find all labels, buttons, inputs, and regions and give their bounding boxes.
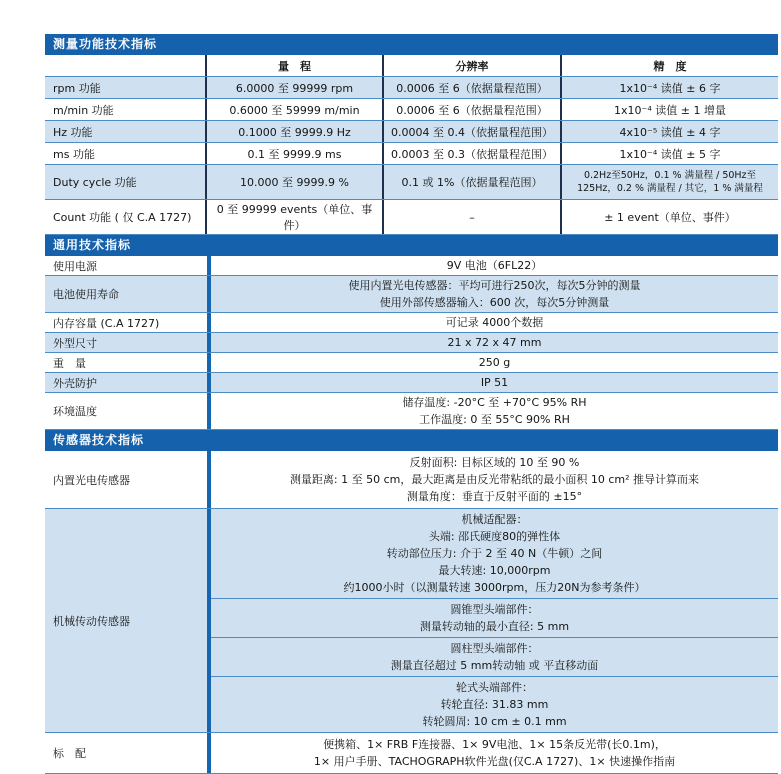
column-header-blank	[45, 55, 205, 76]
column-header-resolution: 分辨率	[382, 55, 560, 76]
spec-line: 测量距离: 1 至 50 cm，最大距离是由反光带粘纸的最小面积 10 cm² 推导计算而来	[289, 473, 700, 486]
row-value	[207, 313, 778, 332]
spec-line: 圆锥型头端部件：	[450, 603, 539, 616]
resolution-value: 0.0003 至 0.3（依据量程范围）	[382, 143, 560, 164]
section-title-general: 通用技术指标	[45, 235, 778, 256]
spec-line: 250 g	[478, 356, 511, 369]
cylinder-tip-group	[211, 637, 778, 676]
spec-line: 测量直径超过 5 mm转动轴 或 平直移动面	[390, 659, 599, 672]
spec-line: 转轮直径: 31.83 mm	[440, 698, 549, 711]
table-row-hz	[45, 121, 778, 143]
section-sensor	[45, 430, 778, 774]
spec-line: 最大转速: 10,000rpm	[438, 564, 551, 577]
table-row-mechanical-sensor	[45, 509, 778, 733]
measurement-table	[45, 55, 778, 235]
spec-line: 反射面积: 目标区域的 10 至 90 %	[409, 456, 580, 469]
row-label: 重 量	[53, 356, 86, 370]
table-row-power	[45, 256, 778, 276]
table-row-battery-life	[45, 276, 778, 313]
column-header-range: 量 程	[205, 55, 382, 76]
resolution-value: 0.0006 至 6（依据量程范围）	[382, 77, 560, 98]
spec-line: 测量转动轴的最小直径: 5 mm	[419, 620, 570, 633]
table-row-mmin	[45, 99, 778, 121]
row-label: 标 配	[53, 747, 86, 760]
section-general	[45, 235, 778, 430]
table-row-ms	[45, 143, 778, 165]
spec-line: 测量角度：垂直于反射平面的 ±15°	[406, 490, 583, 503]
spec-line: 21 x 72 x 47 mm	[447, 336, 542, 349]
row-value	[207, 373, 778, 392]
row-label: rpm 功能	[53, 81, 101, 95]
row-value	[207, 276, 778, 312]
range-value: 0.1 至 9999.9 ms	[205, 143, 382, 164]
accuracy-value: 1x10⁻⁴ 读值 ± 1 增量	[560, 99, 778, 120]
accuracy-value: ± 1 event（单位、事件）	[560, 200, 778, 234]
row-label: 外型尺寸	[53, 336, 97, 350]
optical-lines	[211, 451, 778, 508]
table-row-count	[45, 200, 778, 235]
general-table	[45, 256, 778, 430]
row-label: 内置光电传感器	[53, 473, 130, 487]
table-row-rpm	[45, 77, 778, 99]
row-label: Hz 功能	[53, 125, 93, 139]
row-label: 环境温度	[53, 405, 97, 418]
range-value: 10.000 至 9999.9 %	[205, 165, 382, 199]
spec-line: 机械适配器：	[461, 513, 528, 526]
row-value	[207, 256, 778, 275]
resolution-value: 0.0004 至 0.4（依据量程范围）	[382, 121, 560, 142]
mechanical-adapter-group	[211, 509, 778, 598]
spec-line: 使用外部传感器输入：600 次，每次5分钟测量	[379, 296, 610, 309]
row-value	[207, 451, 778, 508]
row-value	[207, 353, 778, 372]
table-row-standard-accessories	[45, 733, 778, 774]
spec-line: 头端: 邵氏硬度80的弹性体	[428, 530, 561, 543]
range-value: 6.0000 至 99999 rpm	[205, 77, 382, 98]
row-value	[207, 333, 778, 352]
row-value	[207, 509, 778, 732]
range-value: 0 至 99999 events（单位、事件）	[205, 200, 382, 234]
accuracy-value: 1x10⁻⁴ 读值 ± 6 字	[560, 77, 778, 98]
table-row-temperature	[45, 393, 778, 430]
spec-line: 转动部位压力: 介于 2 至 40 N（牛顿）之间	[386, 547, 603, 560]
sensor-table	[45, 451, 778, 774]
spec-line: 1× 用户手册、TACHOGRAPH软件光盘(仅C.A 1727)、1× 快速操作指南	[313, 755, 676, 768]
row-label: 电池使用寿命	[53, 288, 119, 301]
table-row-weight	[45, 353, 778, 373]
accuracy-value: 0.2Hz至50Hz，0.1 % 满量程 / 50Hz至125Hz，0.2 % 满量程 / 其它，1 % 满量程	[560, 165, 778, 199]
spec-document	[45, 34, 778, 774]
spec-line: 9V 电池（6FL22）	[446, 259, 543, 272]
section-title-sensor: 传感器技术指标	[45, 430, 778, 451]
spec-line: 工作温度: 0 至 55°C 90% RH	[419, 413, 570, 426]
table-row-dimensions	[45, 333, 778, 353]
row-value	[207, 393, 778, 429]
row-label: 内存容量 (C.A 1727)	[53, 316, 160, 330]
row-label: Duty cycle 功能	[53, 176, 137, 189]
table-row-optical-sensor	[45, 451, 778, 509]
spec-line: 轮式头端部件：	[456, 681, 533, 694]
column-header-accuracy: 精 度	[560, 55, 778, 76]
spec-line: 可记录 4000个数据	[445, 316, 544, 329]
accuracy-value: 1x10⁻⁴ 读值 ± 5 字	[560, 143, 778, 164]
cone-tip-group	[211, 598, 778, 637]
spec-line: IP 51	[480, 376, 509, 389]
row-label: Count 功能 ( 仅 C.A 1727)	[53, 211, 192, 224]
spec-line: 约1000小时（以测量转速 3000rpm，压力20N为参考条件）	[343, 581, 646, 594]
range-value: 0.6000 至 59999 m/min	[205, 99, 382, 120]
resolution-value: 0.0006 至 6（依据量程范围）	[382, 99, 560, 120]
spec-line: 便携箱、1× FRB F连接器、1× 9V电池、1× 15条反光带(长0.1m)，	[323, 738, 666, 751]
row-value	[207, 733, 778, 773]
measurement-header-row	[45, 55, 778, 77]
resolution-value: –	[382, 200, 560, 234]
range-value: 0.1000 至 9999.9 Hz	[205, 121, 382, 142]
standard-lines	[211, 733, 778, 773]
spec-line: 转轮圆周: 10 cm ± 0.1 mm	[422, 715, 567, 728]
table-row-duty-cycle	[45, 165, 778, 200]
spec-line: 储存温度: -20°C 至 +70°C 95% RH	[402, 396, 587, 409]
row-label: 机械传动传感器	[53, 614, 130, 628]
accuracy-value: 4x10⁻⁵ 读值 ± 4 字	[560, 121, 778, 142]
section-title-measurement: 测量功能技术指标	[45, 34, 778, 55]
resolution-value: 0.1 或 1%（依据量程范围）	[382, 165, 560, 199]
row-label: m/min 功能	[53, 103, 114, 117]
spec-line: 使用内置光电传感器：平均可进行250次，每次5分钟的测量	[348, 279, 641, 292]
row-label: 外壳防护	[53, 376, 97, 390]
table-row-protection	[45, 373, 778, 393]
row-label: ms 功能	[53, 147, 95, 161]
wheel-tip-group	[211, 676, 778, 732]
section-measurement	[45, 34, 778, 235]
table-row-memory	[45, 313, 778, 333]
spec-line: 圆柱型头端部件：	[450, 642, 539, 655]
row-label: 使用电源	[53, 259, 97, 273]
